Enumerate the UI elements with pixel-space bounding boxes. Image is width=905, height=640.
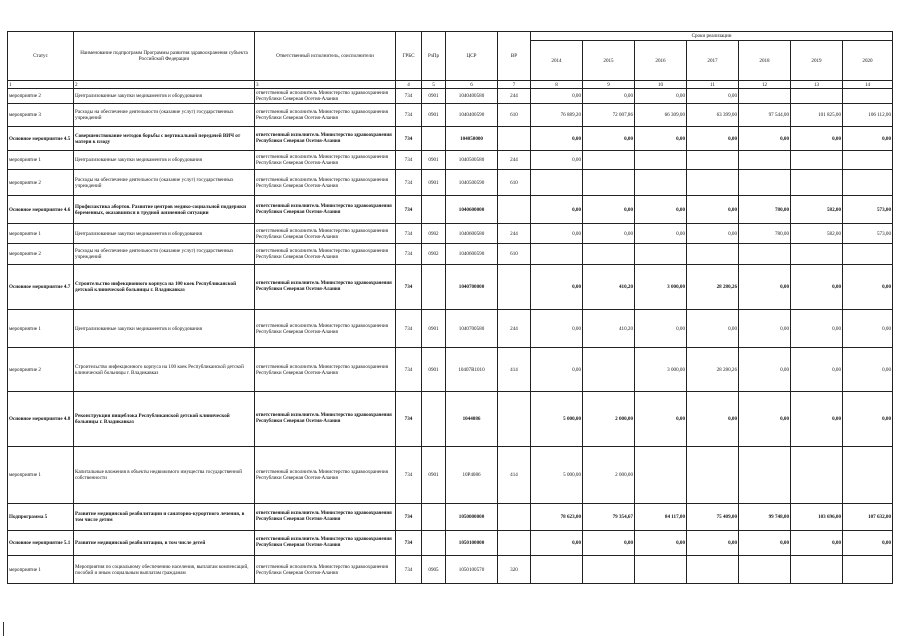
row-csr: 1040700580 (446, 310, 498, 348)
row-value-2017: 0,00 (687, 531, 739, 556)
row-value-2018: 780,00 (739, 196, 791, 224)
row-value-2016: 0,00 (635, 89, 687, 104)
header-year: 2016 (635, 41, 687, 81)
column-number: 8 (531, 81, 583, 89)
row-value-2018 (739, 151, 791, 170)
row-status: Основное мероприятие 4.7 (8, 265, 74, 310)
row-value-2014: 0,00 (531, 127, 583, 151)
row-rzpr: 0902 (422, 244, 446, 265)
row-status: Основное мероприятие 5.1 (8, 531, 74, 556)
row-value-2020: 0,00 (843, 310, 893, 348)
header-year: 2019 (791, 41, 843, 81)
row-value-2019 (791, 89, 843, 104)
scan-edge-mark (3, 622, 4, 636)
row-value-2018 (739, 447, 791, 504)
row-value-2014: 0,00 (531, 348, 583, 392)
row-value-2014: 0,00 (531, 196, 583, 224)
row-value-2019: 0,00 (791, 392, 843, 447)
row-rzpr (422, 196, 446, 224)
row-value-2020: 106 112,00 (843, 104, 893, 127)
row-rzpr: 0901 (422, 151, 446, 170)
column-number: 10 (635, 81, 687, 89)
row-vr: 244 (498, 151, 531, 170)
row-value-2017: 75 409,00 (687, 504, 739, 531)
row-name: Расходы на обеспечение деятельности (оказание услуг) государственных учреждений (74, 170, 255, 196)
header-year: 2018 (739, 41, 791, 81)
row-status: мероприятие 2 (8, 170, 74, 196)
row-value-2015 (583, 244, 635, 265)
row-csr: 1040600580 (446, 224, 498, 244)
row-value-2018: 0,00 (739, 310, 791, 348)
row-value-2019: 0,00 (791, 265, 843, 310)
row-grbs: 734 (396, 556, 422, 584)
column-number: 5 (422, 81, 446, 89)
table-row (8, 392, 893, 447)
row-value-2018: 0,00 (739, 127, 791, 151)
row-value-2020 (843, 170, 893, 196)
row-name: Расходы на обеспечение деятельности (оказание услуг) государственных учреждений (74, 244, 255, 265)
row-value-2014 (531, 170, 583, 196)
row-value-2018: 97 544,00 (739, 104, 791, 127)
row-value-2016: 3 000,00 (635, 348, 687, 392)
row-value-2020: 107 632,00 (843, 504, 893, 531)
row-rzpr: 0901 (422, 310, 446, 348)
table-row (8, 196, 893, 224)
row-responsible: ответственный исполнитель Министерство здравоохранения Республики Северная Осетия-Алания (255, 244, 396, 265)
row-value-2014: 5 000,00 (531, 392, 583, 447)
header-terms: Сроки реализации (531, 32, 893, 41)
row-value-2020: 0,00 (843, 348, 893, 392)
row-rzpr (422, 127, 446, 151)
row-vr: 610 (498, 104, 531, 127)
row-name: Мероприятия по социальному обеспечению населения, выплатам компенсаций, пособий и иным социальным выплатам гражданам (74, 556, 255, 584)
row-value-2018 (739, 89, 791, 104)
column-number: 12 (739, 81, 791, 89)
row-value-2017: 28 280,26 (687, 348, 739, 392)
row-responsible: ответственный исполнитель Министерство здравоохранения Республики Северная Осетия-Алания (255, 127, 396, 151)
row-responsible: ответственный исполнитель Министерство здравоохранения Республики Северная Осетия-Алания (255, 310, 396, 348)
row-name: Реконструкция пищеблока Республиканской детской клинической больницы г. Владикавказ (74, 392, 255, 447)
row-value-2017: 28 280,26 (687, 265, 739, 310)
row-value-2017 (687, 447, 739, 504)
row-value-2020: 0,00 (843, 265, 893, 310)
row-value-2015 (583, 348, 635, 392)
row-vr (498, 504, 531, 531)
row-vr: 414 (498, 447, 531, 504)
row-value-2015: 2 000,00 (583, 447, 635, 504)
table-row (8, 127, 893, 151)
row-value-2017: 0,00 (687, 310, 739, 348)
row-csr: 1040400590 (446, 104, 498, 127)
row-status: мероприятие 1 (8, 224, 74, 244)
row-value-2019 (791, 556, 843, 584)
row-responsible: ответственный исполнитель Министерство здравоохранения Республики Северная Осетия-Алания (255, 224, 396, 244)
row-status: мероприятие 2 (8, 89, 74, 104)
row-value-2014: 0,00 (531, 151, 583, 170)
row-value-2017: 0,00 (687, 392, 739, 447)
row-csr: 104050000 (446, 127, 498, 151)
column-number: 4 (396, 81, 422, 89)
row-name: Централизованные закупки медикаментов и оборудования (74, 89, 255, 104)
row-name: Централизованные закупки медикаментов и оборудования (74, 224, 255, 244)
row-value-2019 (791, 170, 843, 196)
row-vr: 244 (498, 224, 531, 244)
row-grbs: 734 (396, 127, 422, 151)
row-value-2016 (635, 556, 687, 584)
row-responsible: ответственный исполнитель Министерство здравоохранения Республики Северная Осетия-Алания (255, 348, 396, 392)
row-status: Основное мероприятие 4.8 (8, 392, 74, 447)
row-value-2015: 79 354,67 (583, 504, 635, 531)
row-rzpr (422, 504, 446, 531)
row-value-2015: 0,00 (583, 89, 635, 104)
row-value-2017: 0,00 (687, 127, 739, 151)
table-row (8, 265, 893, 310)
row-responsible: ответственный исполнитель Министерство здравоохранения Республики Северная Осетия-Алания (255, 170, 396, 196)
row-responsible: ответственный исполнитель Министерство здравоохранения Республики Северная Осетия-Алания (255, 151, 396, 170)
row-value-2019: 0,00 (791, 348, 843, 392)
row-value-2015: 0,00 (583, 224, 635, 244)
row-grbs: 734 (396, 170, 422, 196)
row-csr: 1050000000 (446, 504, 498, 531)
row-rzpr (422, 265, 446, 310)
row-status: мероприятие 1 (8, 151, 74, 170)
header-status: Статус (8, 32, 74, 81)
row-responsible: ответственный исполнитель Министерство здравоохранения Республики Северная Осетия-Алания (255, 447, 396, 504)
row-name: Развитие медицинской реабилитации, в том числе детей (74, 531, 255, 556)
row-value-2019: 103 696,00 (791, 504, 843, 531)
row-vr: 414 (498, 348, 531, 392)
row-csr: 1040500580 (446, 151, 498, 170)
table-row (8, 224, 893, 244)
row-value-2014: 76 889,20 (531, 104, 583, 127)
table-row (8, 556, 893, 584)
row-value-2019 (791, 244, 843, 265)
row-value-2017: 0,00 (687, 89, 739, 104)
row-value-2017: 0,00 (687, 196, 739, 224)
row-value-2020: 0,00 (843, 531, 893, 556)
row-name: Капитальные вложения в объекты недвижимого имущества государственной собственности (74, 447, 255, 504)
row-value-2020 (843, 447, 893, 504)
row-value-2014 (531, 556, 583, 584)
row-value-2016 (635, 151, 687, 170)
row-name: Централизованные закупки медикаментов и оборудования (74, 310, 255, 348)
row-value-2015: 410,20 (583, 310, 635, 348)
row-status: мероприятие 2 (8, 348, 74, 392)
row-grbs: 734 (396, 104, 422, 127)
column-number: 2 (74, 81, 255, 89)
table-row (8, 447, 893, 504)
row-value-2018: 0,00 (739, 392, 791, 447)
table-body (8, 89, 893, 584)
row-value-2020 (843, 89, 893, 104)
row-value-2015: 2 000,00 (583, 392, 635, 447)
row-name: Профилактика абортов. Развитие центров медико-социальной поддержки беременных, оказавшихся в трудной жизненной ситуации (74, 196, 255, 224)
row-responsible: ответственный исполнитель Министерство здравоохранения Республики Северная Осетия-Алания (255, 504, 396, 531)
header-name: Наименование подпрограмм Программы развития здравоохранения субъекта Российской Федерации (74, 32, 255, 81)
row-vr: 610 (498, 170, 531, 196)
row-value-2019 (791, 447, 843, 504)
row-value-2015 (583, 556, 635, 584)
row-value-2017 (687, 151, 739, 170)
row-vr (498, 127, 531, 151)
row-status: мероприятие 1 (8, 556, 74, 584)
row-value-2014: 0,00 (531, 531, 583, 556)
column-number: 11 (687, 81, 739, 89)
table-row (8, 104, 893, 127)
row-grbs: 734 (396, 531, 422, 556)
header-year: 2014 (531, 41, 583, 81)
row-grbs: 734 (396, 89, 422, 104)
header-responsible: Ответственный исполнитель, соисполнители (255, 32, 396, 81)
row-value-2016: 0,00 (635, 531, 687, 556)
row-value-2020 (843, 244, 893, 265)
column-number: 14 (843, 81, 893, 89)
row-value-2017: 63 399,00 (687, 104, 739, 127)
header-csr: ЦСР (446, 32, 498, 81)
row-vr (498, 265, 531, 310)
row-value-2018: 780,00 (739, 224, 791, 244)
row-rzpr: 0902 (422, 224, 446, 244)
row-status: мероприятие 1 (8, 310, 74, 348)
program-table (7, 31, 893, 584)
row-vr: 244 (498, 310, 531, 348)
row-vr (498, 196, 531, 224)
row-rzpr: 0901 (422, 89, 446, 104)
header-year: 2017 (687, 41, 739, 81)
column-number: 13 (791, 81, 843, 89)
row-grbs: 734 (396, 392, 422, 447)
row-value-2019: 582,00 (791, 196, 843, 224)
row-value-2018 (739, 170, 791, 196)
row-rzpr: 0905 (422, 556, 446, 584)
column-number: 7 (498, 81, 531, 89)
column-number: 1 (8, 81, 74, 89)
row-value-2015: 0,00 (583, 531, 635, 556)
row-status: мероприятие 1 (8, 447, 74, 504)
row-value-2018: 99 748,00 (739, 504, 791, 531)
row-grbs: 734 (396, 265, 422, 310)
row-value-2020: 0,00 (843, 392, 893, 447)
row-responsible: ответственный исполнитель Министерство здравоохранения Республики Северная Осетия-Алания (255, 556, 396, 584)
table-row (8, 310, 893, 348)
row-responsible: ответственный исполнитель Министерство здравоохранения Республики Северная Осетия-Алания (255, 392, 396, 447)
row-csr: 1040400580 (446, 89, 498, 104)
row-responsible: ответственный исполнитель Министерство здравоохранения Республики Северная Осетия-Алания (255, 531, 396, 556)
row-vr: 610 (498, 244, 531, 265)
row-value-2014: 0,00 (531, 265, 583, 310)
row-value-2016 (635, 170, 687, 196)
row-vr: 244 (498, 89, 531, 104)
row-value-2019 (791, 151, 843, 170)
row-csr: 10407R1010 (446, 348, 498, 392)
row-grbs: 734 (396, 348, 422, 392)
row-value-2019: 0,00 (791, 310, 843, 348)
row-value-2015: 0,00 (583, 127, 635, 151)
row-name: Централизованные закупки медикаментов и оборудования (74, 151, 255, 170)
row-csr: 1040600590 (446, 244, 498, 265)
row-status: мероприятие 2 (8, 244, 74, 265)
row-status: мероприятие 3 (8, 104, 74, 127)
row-responsible: ответственный исполнитель Министерство здравоохранения Республики Северная Осетия-Алания (255, 104, 396, 127)
row-value-2017 (687, 170, 739, 196)
row-vr: 320 (498, 556, 531, 584)
row-value-2019: 0,00 (791, 127, 843, 151)
row-value-2020: 573,00 (843, 196, 893, 224)
row-value-2014 (531, 244, 583, 265)
table-row (8, 151, 893, 170)
row-name: Расходы на обеспечение деятельности (оказание услуг) государственных учреждений (74, 104, 255, 127)
column-number: 3 (255, 81, 396, 89)
row-value-2014: 0,00 (531, 224, 583, 244)
row-grbs: 734 (396, 310, 422, 348)
row-value-2015: 72 007,86 (583, 104, 635, 127)
table-row (8, 531, 893, 556)
row-value-2018 (739, 556, 791, 584)
table-row (8, 348, 893, 392)
row-rzpr: 0901 (422, 104, 446, 127)
row-grbs: 734 (396, 504, 422, 531)
row-name: Развитие медицинской реабилитации и санаторно-курортного лечения, в том числе детям (74, 504, 255, 531)
row-value-2020: 573,00 (843, 224, 893, 244)
row-csr: 1050100570 (446, 556, 498, 584)
row-value-2014: 0,00 (531, 310, 583, 348)
row-responsible: ответственный исполнитель Министерство здравоохранения Республики Северная Осетия-Алания (255, 196, 396, 224)
table-row (8, 504, 893, 531)
row-value-2014: 78 623,00 (531, 504, 583, 531)
row-rzpr (422, 531, 446, 556)
header-vr: ВР (498, 32, 531, 81)
row-grbs: 734 (396, 244, 422, 265)
row-value-2020: 0,00 (843, 127, 893, 151)
row-value-2018 (739, 244, 791, 265)
row-value-2018: 0,00 (739, 531, 791, 556)
row-status: Подпрограмма 5 (8, 504, 74, 531)
row-grbs: 734 (396, 196, 422, 224)
row-value-2015 (583, 170, 635, 196)
budget-sheet (7, 31, 893, 584)
row-csr: 1044086 (446, 392, 498, 447)
table-row (8, 244, 893, 265)
row-value-2015 (583, 151, 635, 170)
row-value-2019: 0,00 (791, 531, 843, 556)
row-vr (498, 531, 531, 556)
row-responsible: ответственный исполнитель Министерство здравоохранения Республики Северная Осетия-Алания (255, 89, 396, 104)
row-value-2016: 0,00 (635, 127, 687, 151)
row-rzpr: 0901 (422, 348, 446, 392)
row-csr: 1040700000 (446, 265, 498, 310)
row-rzpr: 0901 (422, 447, 446, 504)
row-rzpr (422, 392, 446, 447)
row-value-2016: 0,00 (635, 310, 687, 348)
row-rzpr: 0901 (422, 170, 446, 196)
row-value-2016: 0,00 (635, 196, 687, 224)
row-status: Основное мероприятие 4.6 (8, 196, 74, 224)
header-grbs: ГРБС (396, 32, 422, 81)
row-value-2016: 0,00 (635, 224, 687, 244)
row-csr: 1050100000 (446, 531, 498, 556)
row-value-2015: 0,00 (583, 196, 635, 224)
row-grbs: 734 (396, 151, 422, 170)
row-grbs: 734 (396, 447, 422, 504)
row-value-2018: 0,00 (739, 265, 791, 310)
row-name: Строительство инфекционного корпуса на 100 коек Республиканской детской клинической больницы г. Владикавказ (74, 348, 255, 392)
row-value-2017 (687, 244, 739, 265)
row-csr: 10Р4086 (446, 447, 498, 504)
row-grbs: 734 (396, 224, 422, 244)
row-value-2019: 582,00 (791, 224, 843, 244)
header-year: 2020 (843, 41, 893, 81)
row-value-2016: 3 000,00 (635, 265, 687, 310)
row-value-2014: 0,00 (531, 89, 583, 104)
header-rzpr: РзПр (422, 32, 446, 81)
row-value-2015: 410,20 (583, 265, 635, 310)
row-vr (498, 392, 531, 447)
row-value-2014: 5 000,00 (531, 447, 583, 504)
row-name: Строительство инфекционного корпуса на 100 коек Республиканской детской клинической больницы г. Владикавказ (74, 265, 255, 310)
row-csr: 1040500590 (446, 170, 498, 196)
row-value-2020 (843, 556, 893, 584)
table-row (8, 170, 893, 196)
row-responsible: ответственный исполнитель Министерство здравоохранения Республики Северная Осетия-Алания (255, 265, 396, 310)
column-number: 9 (583, 81, 635, 89)
row-value-2016: 0,00 (635, 392, 687, 447)
row-value-2016 (635, 447, 687, 504)
row-status: Основное мероприятие 4.5 (8, 127, 74, 151)
row-csr: 1040600000 (446, 196, 498, 224)
row-value-2016: 66 309,00 (635, 104, 687, 127)
row-value-2019: 101 825,00 (791, 104, 843, 127)
row-value-2017 (687, 556, 739, 584)
table-row (8, 89, 893, 104)
row-name: Совершенствование методов борьбы с вертикальной передачей ВИЧ от матери к плоду (74, 127, 255, 151)
row-value-2018: 0,00 (739, 348, 791, 392)
column-number: 6 (446, 81, 498, 89)
row-value-2016: 84 117,00 (635, 504, 687, 531)
column-number-row (8, 81, 893, 89)
header-year: 2015 (583, 41, 635, 81)
row-value-2016 (635, 244, 687, 265)
row-value-2020 (843, 151, 893, 170)
row-value-2017: 0,00 (687, 224, 739, 244)
